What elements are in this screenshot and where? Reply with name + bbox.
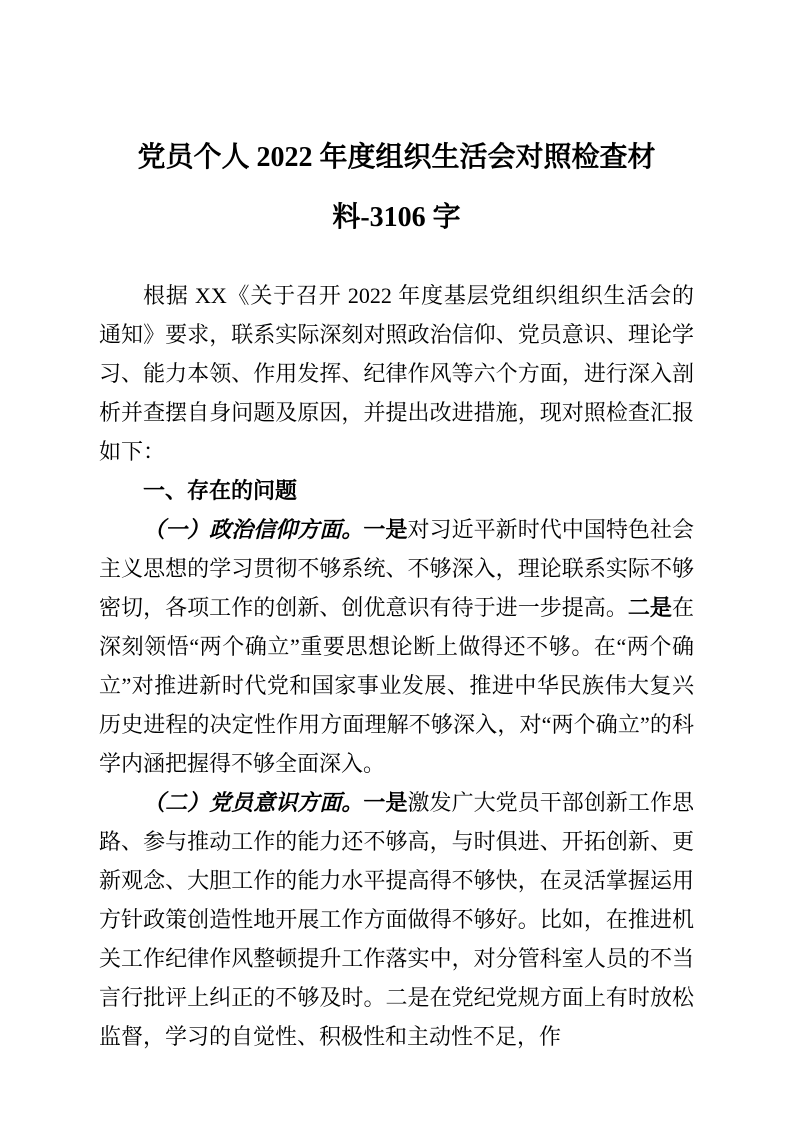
- text-run: 一是: [363, 790, 408, 815]
- text-run: 激发广大党员干部创新工作思路、参与推动工作的能力还不够高，与时俱进、开拓创新、更新观念、大胆工作的能力水平提高得不够快，在灵活掌握运用方针政策创造性地开展工作方面做得不够好。比如，在推进机关工作纪律作风整顿提升工作落实中，对分管科室人员的不当言行批评上纠正的不够及时。二是在党纪党规方面上有时放松监督，学习的自觉性、积极性和主动性不足，作: [99, 790, 694, 1049]
- document-body: [99, 276, 694, 1056]
- text-run: 对习近平新时代中国特色社会主义思想的学习贯彻不够系统、不够深入，理论联系实际不够密切，各项工作的创新、创优意识有待于进一步提高。: [99, 517, 694, 620]
- paragraph-lead-in: （二）党员意识方面。: [143, 790, 364, 815]
- body-paragraph: [99, 783, 694, 1056]
- document-title: 党员个人 2022 年度组织生活会对照检查材料-3106 字: [137, 142, 656, 233]
- paragraph-lead-in: （一）政治信仰方面。: [143, 517, 364, 542]
- text-run: 一是: [363, 517, 408, 542]
- body-paragraph: [99, 276, 694, 471]
- section-heading: [99, 471, 694, 510]
- text-run: 一、存在的问题: [143, 478, 298, 503]
- body-paragraph: [99, 510, 694, 783]
- text-run: 在深刻领悟“两个确立”重要思想论断上做得还不够。在“两个确立”对推进新时代党和国家事业发展、推进中华民族伟大复兴历史进程的决定性作用方面理解不够深入，对“两个确立”的科学内涵把握得不够全面深入。: [99, 595, 695, 776]
- text-run: 二是: [627, 595, 672, 620]
- text-run: 根据 XX《关于召开 2022 年度基层党组织组织生活会的通知》要求，联系实际深刻对照政治信仰、党员意识、理论学习、能力本领、作用发挥、纪律作风等六个方面，进行深入剖析并查摆自身问题及原因，并提出改进措施，现对照检查汇报如下：: [99, 283, 694, 464]
